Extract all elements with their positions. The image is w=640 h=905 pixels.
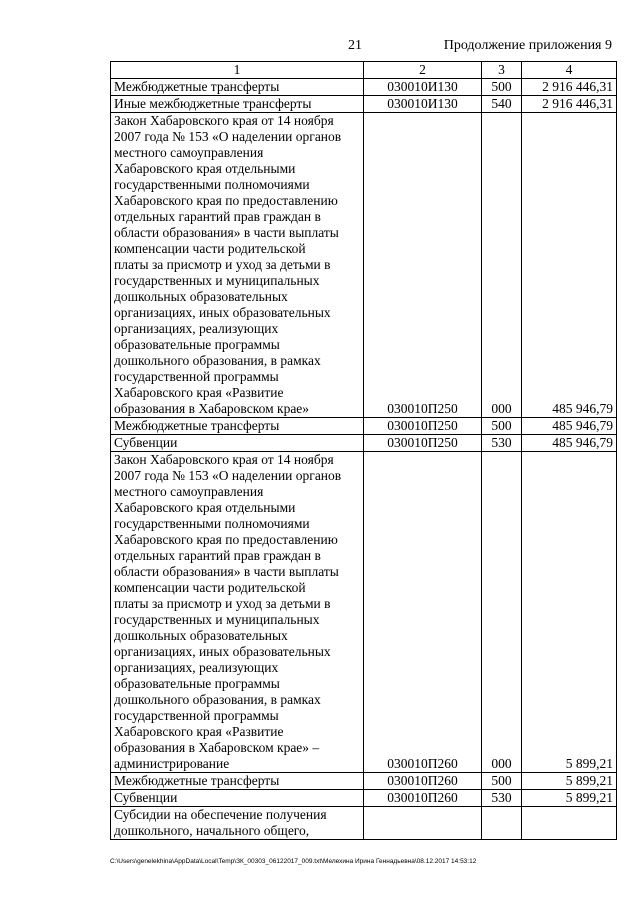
target-article-code: 030010П250 [364, 418, 482, 435]
amount: 485 946,79 [522, 435, 617, 452]
amount: 2 916 446,31 [522, 79, 617, 96]
amount: 5 899,21 [522, 790, 617, 807]
table-row [111, 79, 617, 96]
expense-type-code: 500 [482, 79, 522, 96]
table-row [111, 113, 617, 418]
amount: 5 899,21 [522, 452, 617, 773]
target-article-code: 030010И130 [364, 79, 482, 96]
continuation-title: Продолжение приложения 9 [443, 38, 612, 53]
column-number: 4 [522, 62, 617, 79]
table-row [111, 96, 617, 113]
amount: 5 899,21 [522, 773, 617, 790]
page-number: 21 [348, 38, 362, 53]
expense-type-code: 500 [482, 773, 522, 790]
row-name: Субсидии на обеспечение получения дошкольного, начального общего, [111, 807, 364, 840]
column-number: 2 [364, 62, 482, 79]
expense-type-code [482, 807, 522, 840]
column-number: 1 [111, 62, 364, 79]
row-name: Субвенции [111, 790, 364, 807]
target-article-code: 030010И130 [364, 96, 482, 113]
table-row [111, 418, 617, 435]
expense-type-code: 500 [482, 418, 522, 435]
target-article-code: 030010П250 [364, 435, 482, 452]
expense-type-code: 000 [482, 452, 522, 773]
amount: 2 916 446,31 [522, 96, 617, 113]
row-name: Межбюджетные трансферты [111, 418, 364, 435]
row-name: Иные межбюджетные трансферты [111, 96, 364, 113]
table-row [111, 435, 617, 452]
table-row [111, 807, 617, 840]
row-name: Субвенции [111, 435, 364, 452]
target-article-code: 030010П250 [364, 113, 482, 418]
column-number-row [111, 62, 617, 79]
target-article-code: 030010П260 [364, 773, 482, 790]
amount: 485 946,79 [522, 418, 617, 435]
table-row [111, 452, 617, 773]
amount [522, 807, 617, 840]
row-name: Закон Хабаровского края от 14 ноября 2007 года № 153 «О наделении органов местного самоуправления Хабаровского края отдельными государственными полномочиями Хабаровского края по предоставлению отдельных гарантий прав граждан в области образования» в части выплаты компенсации части родительской платы за присмотр и уход за детьми в государственных и муниципальных дошкольных образовательных организациях, иных образовательных организациях, реализующих образовательные программы дошкольного образования, в рамках государственной программы Хабаровского края «Развитие образования в Хабаровском крае» – администрирование [111, 452, 364, 773]
table-row [111, 773, 617, 790]
target-article-code [364, 807, 482, 840]
budget-table [110, 61, 617, 840]
amount: 485 946,79 [522, 113, 617, 418]
target-article-code: 030010П260 [364, 452, 482, 773]
file-path-footer: C:\Users\genelekhina\AppData\Local\Temp\ЗК_00303_06122017_009.txt\Мелехина Ирина Геннадьевна\08.12.2017 14:53:12 [110, 858, 477, 865]
row-name: Закон Хабаровского края от 14 ноября 2007 года № 153 «О наделении органов местного самоуправления Хабаровского края отдельными государственными полномочиями Хабаровского края по предоставлению отдельных гарантий прав граждан в области образования» в части выплаты компенсации части родительской платы за присмотр и уход за детьми в государственных и муниципальных дошкольных образовательных организациях, иных образовательных организациях, реализующих образовательные программы дошкольного образования, в рамках государственной программы Хабаровского края «Развитие образования в Хабаровском крае» [111, 113, 364, 418]
row-name: Межбюджетные трансферты [111, 773, 364, 790]
column-number: 3 [482, 62, 522, 79]
expense-type-code: 540 [482, 96, 522, 113]
row-name: Межбюджетные трансферты [111, 79, 364, 96]
expense-type-code: 000 [482, 113, 522, 418]
table-row [111, 790, 617, 807]
expense-type-code: 530 [482, 435, 522, 452]
expense-type-code: 530 [482, 790, 522, 807]
target-article-code: 030010П260 [364, 790, 482, 807]
